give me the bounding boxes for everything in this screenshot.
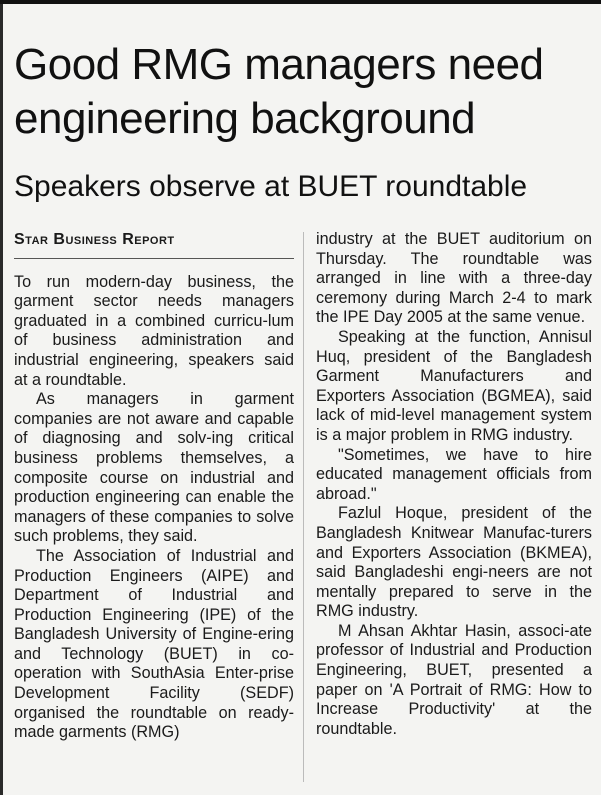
column-divider	[303, 232, 304, 782]
top-rule	[0, 0, 601, 4]
paragraph: To run modern-day business, the garment sector needs managers graduated in a combined curricu-lum of business administration and industrial engineering, speakers said at a roundtable.	[14, 272, 294, 389]
subheadline: Speakers observe at BUET roundtable	[14, 170, 528, 203]
paragraph: "Sometimes, we have to hire educated management officials from abroad."	[316, 445, 592, 503]
paragraph: Fazlul Hoque, president of the Bangladesh Knitwear Manufac-turers and Exporters Association (BKMEA), said Bangladeshi engi-neers are not mentally prepared to serve in the RMG industry.	[316, 504, 592, 621]
article-column-left	[14, 230, 294, 743]
paragraph: As managers in garment companies are not aware and capable of diagnosing and solv-ing critical business problems themselves, a composite course on industrial and production engineering can enable the managers of these companies to solve such problems, they said.	[14, 390, 294, 546]
byline: Star Business Report	[14, 230, 294, 259]
headline: Good RMG managers need engineering background	[14, 40, 544, 143]
article-column-right	[316, 230, 592, 739]
paragraph: The Association of Industrial and Production Engineers (AIPE) and Department of Industrial and Production Engineering (IPE) of the Bangladesh University of Engine-ering and Technology (BUET) in co-operation with SouthAsia Enter-prise Development Facility (SEDF) organised the roundtable on ready-made garments (RMG)	[14, 546, 294, 742]
paragraph: industry at the BUET auditorium on Thursday. The roundtable was arranged in line with a three-day ceremony during March 2-4 to mark the IPE Day 2005 at the same venue.	[316, 230, 592, 327]
paragraph: Speaking at the function, Annisul Huq, president of the Bangladesh Garment Manufacturers and Exporters Association (BGMEA), said lack of mid-level management system is a major problem in RMG industry.	[316, 327, 592, 444]
paragraph: M Ahsan Akhtar Hasin, associ-ate professor of Industrial and Production Engineering, BUET, presented a paper on 'A Portrait of RMG: How to Increase Productivity' at the roundtable.	[316, 621, 592, 738]
left-rule	[0, 4, 3, 795]
